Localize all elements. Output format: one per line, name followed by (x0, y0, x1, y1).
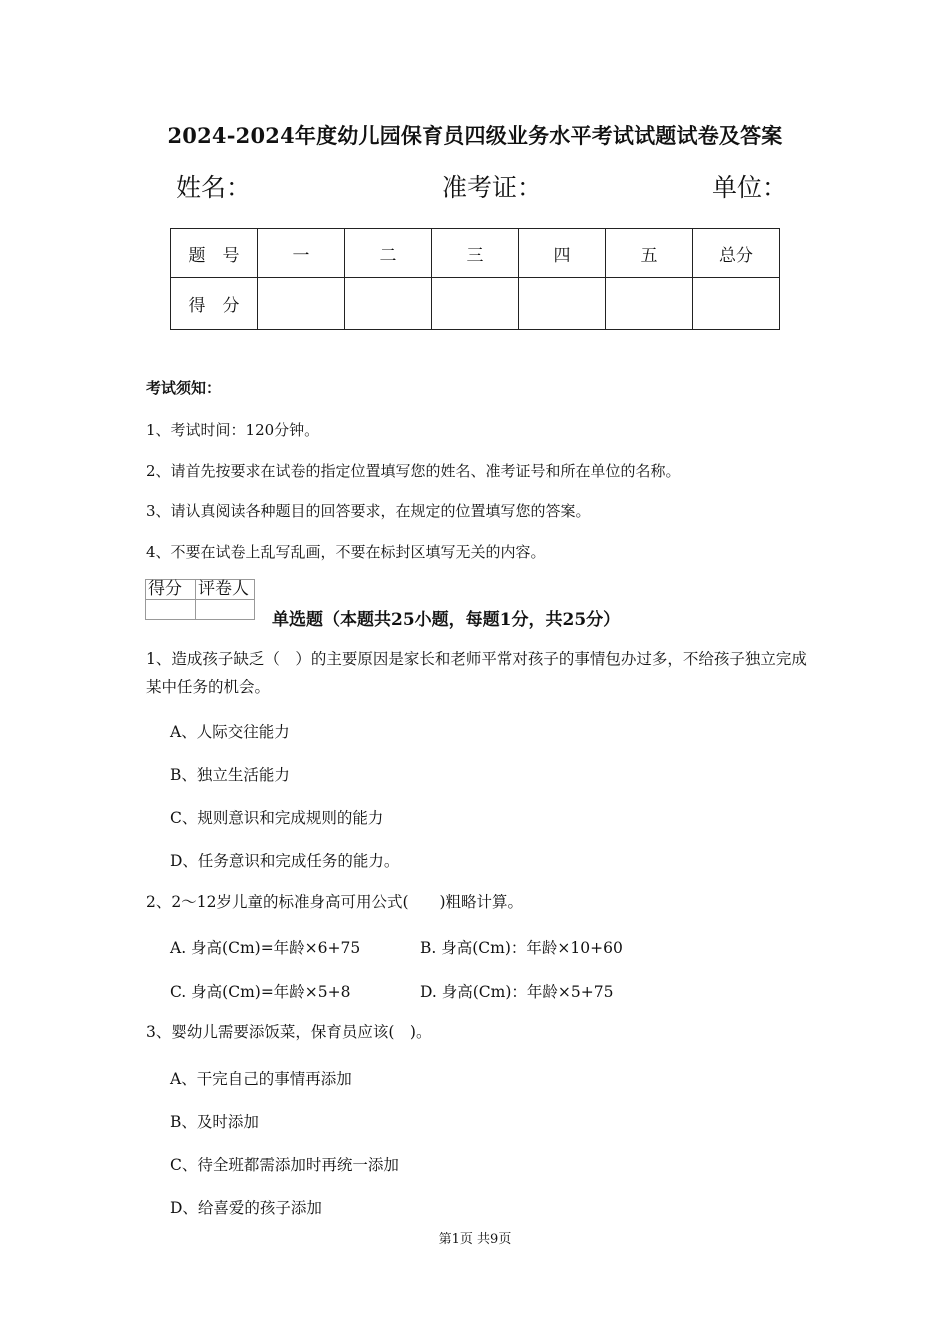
name-label: 姓名： (176, 173, 252, 202)
score-table-header-row (171, 229, 780, 278)
score-table (170, 228, 780, 330)
score-cell[interactable] (345, 278, 432, 330)
score-header-cell: 五 (606, 229, 693, 278)
score-header-cell: 一 (258, 229, 345, 278)
page-footer: 第1页 共9页 (438, 1232, 512, 1247)
question-1-text: 1、造成孩子缺乏（ ）的主要原因是家长和老师平常对孩子的事情包办过多，不给孩子独立完成某中任务的机会。 (146, 650, 807, 696)
question-3-option-c[interactable]: C、待全班都需添加时再统一添加 (170, 1156, 399, 1174)
score-cell[interactable] (258, 278, 345, 330)
question-1-option-b[interactable]: B、独立生活能力 (170, 766, 290, 784)
grader-reviewer-label: 评卷人 (196, 580, 255, 600)
question-3-option-d[interactable]: D、给喜爱的孩子添加 (170, 1199, 322, 1217)
score-cell[interactable] (693, 278, 780, 330)
question-2-text: 2、2～12岁儿童的标准身高可用公式( )粗略计算。 (146, 893, 524, 911)
score-header-cell: 总分 (693, 229, 780, 278)
unit-label: 单位： (712, 173, 788, 202)
score-row-label: 得 分 (171, 278, 258, 330)
notice-item: 2、请首先按要求在试卷的指定位置填写您的姓名、准考证号和所在单位的名称。 (146, 462, 681, 480)
page-title: 2024-2024年度幼儿园保育员四级业务水平考试试题试卷及答案 (167, 123, 783, 148)
score-table-score-row (171, 278, 780, 330)
notice-item: 3、请认真阅读各种题目的回答要求，在规定的位置填写您的答案。 (146, 502, 591, 520)
grader-score-label: 得分 (146, 580, 196, 600)
score-header-cell: 二 (345, 229, 432, 278)
score-cell[interactable] (432, 278, 519, 330)
grader-box (145, 579, 255, 620)
notice-item: 1、考试时间：120分钟。 (146, 421, 320, 439)
notice-heading: 考试须知： (146, 379, 222, 397)
grader-reviewer-cell[interactable] (196, 600, 255, 620)
question-1-option-c[interactable]: C、规则意识和完成规则的能力 (170, 809, 384, 827)
score-cell[interactable] (519, 278, 606, 330)
score-header-cell: 题 号 (171, 229, 258, 278)
section-heading: 单选题（本题共25小题，每题1分，共25分） (272, 610, 621, 630)
score-header-cell: 三 (432, 229, 519, 278)
score-header-cell: 四 (519, 229, 606, 278)
question-3-option-b[interactable]: B、及时添加 (170, 1113, 259, 1131)
question-2-option-d[interactable]: D. 身高(Cm)：年龄×5+75 (420, 983, 614, 1001)
question-2-option-b[interactable]: B. 身高(Cm)：年龄×10+60 (420, 939, 623, 957)
exam-id-label: 准考证： (442, 173, 543, 202)
grader-score-cell[interactable] (146, 600, 196, 620)
question-2-option-a[interactable]: A. 身高(Cm)=年龄×6+75 (170, 939, 361, 957)
question-1-option-d[interactable]: D、任务意识和完成任务的能力。 (170, 852, 400, 870)
score-cell[interactable] (606, 278, 693, 330)
notice-item: 4、不要在试卷上乱写乱画，不要在标封区填写无关的内容。 (146, 543, 546, 561)
question-1-option-a[interactable]: A、人际交往能力 (170, 723, 290, 741)
question-3-text: 3、婴幼儿需要添饭菜，保育员应该( )。 (146, 1023, 432, 1041)
question-2-option-c[interactable]: C. 身高(Cm)=年龄×5+8 (170, 983, 351, 1001)
question-3-option-a[interactable]: A、干完自己的事情再添加 (170, 1070, 352, 1088)
